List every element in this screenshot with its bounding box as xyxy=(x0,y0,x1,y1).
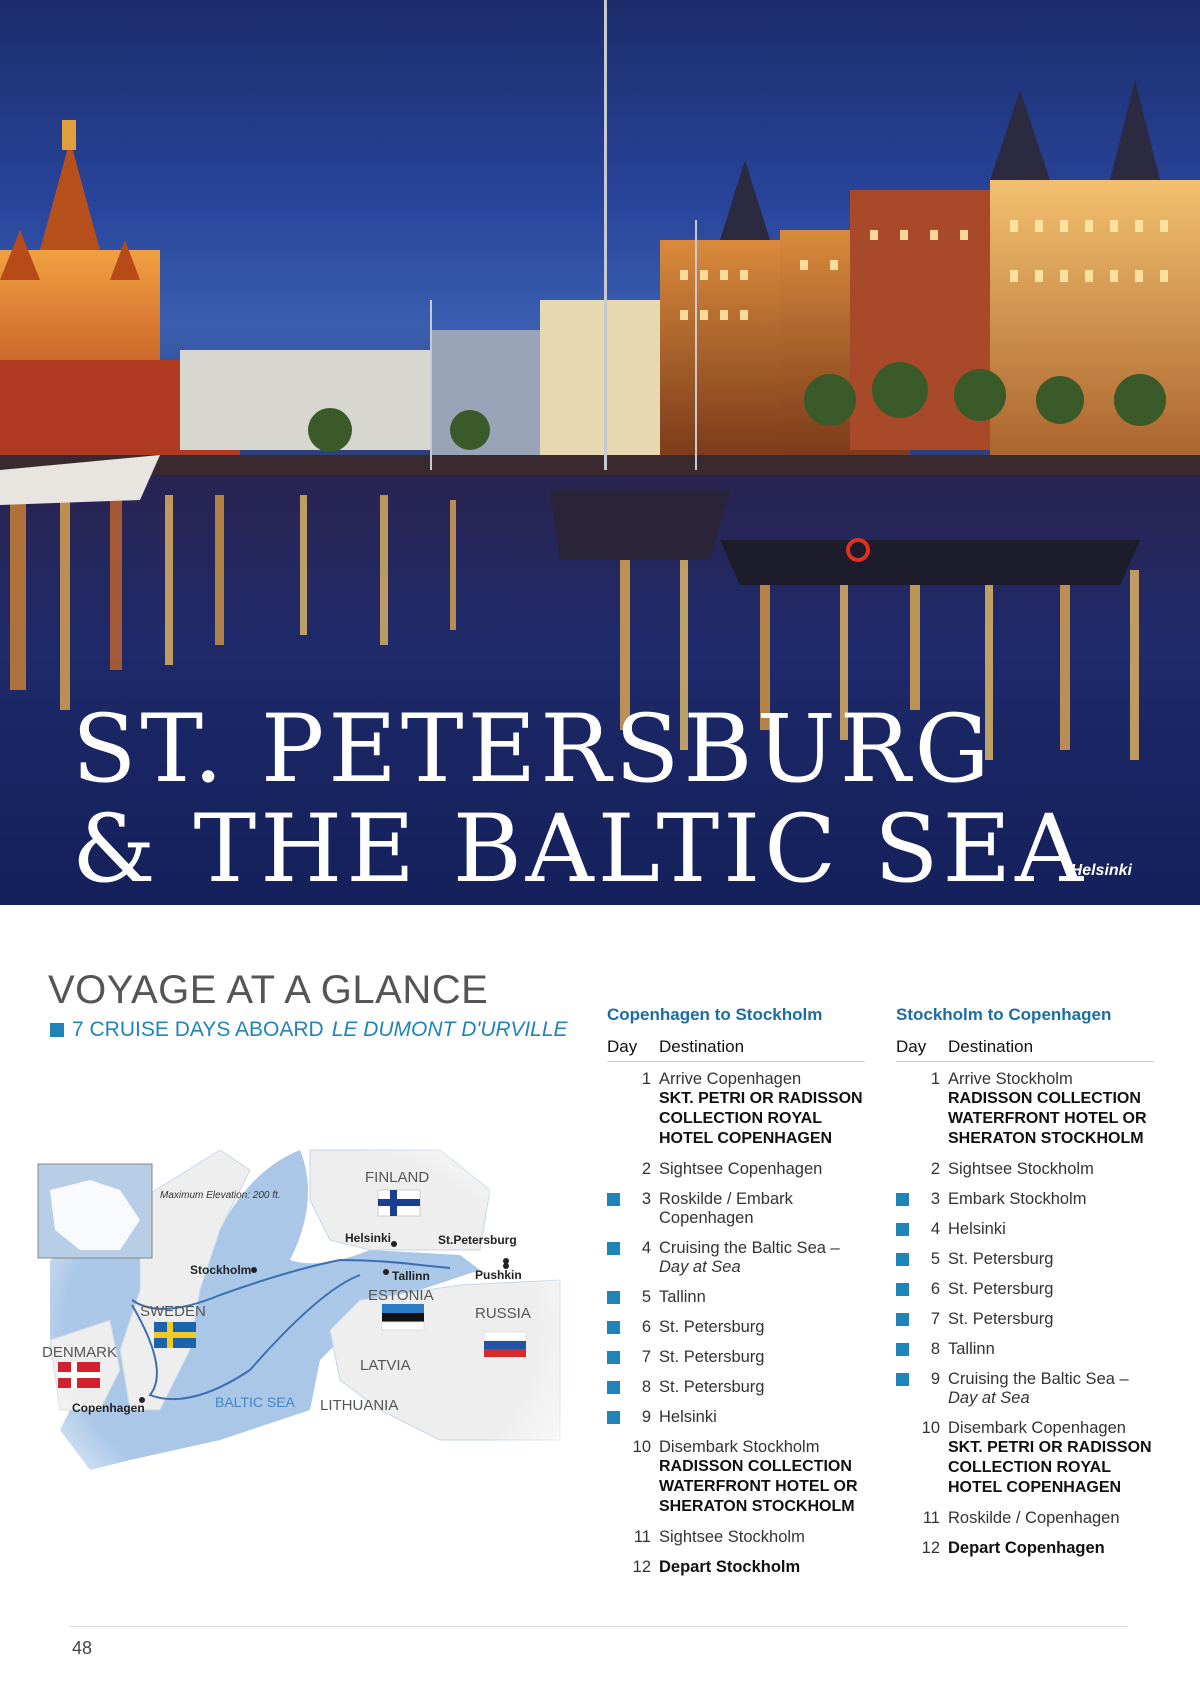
destination xyxy=(659,1408,865,1427)
itinerary-rows xyxy=(896,1070,1154,1558)
day-number: 6 xyxy=(930,1280,940,1298)
destination xyxy=(659,1070,865,1149)
destination-name: Disembark Copenhagen xyxy=(948,1419,1126,1437)
itinerary-row xyxy=(607,1558,865,1577)
label-lithuania: LITHUANIA xyxy=(320,1397,399,1414)
hotel-options: RADISSON COLLECTION WATERFRONT HOTEL OR SHERATON STOCKHOLM xyxy=(659,1458,858,1515)
destination xyxy=(948,1370,1154,1408)
day-number: 12 xyxy=(921,1539,940,1557)
cruise-day-marker-icon xyxy=(896,1190,912,1209)
destination xyxy=(948,1340,1154,1359)
itinerary-stockholm-to-copenhagen xyxy=(896,1005,1154,1569)
itinerary-row xyxy=(896,1250,1154,1269)
destination xyxy=(948,1539,1154,1558)
day-number: 9 xyxy=(641,1408,651,1426)
day-number: 3 xyxy=(930,1190,940,1208)
itinerary-row xyxy=(896,1419,1154,1498)
route-title: Copenhagen to Stockholm xyxy=(607,1005,823,1024)
cruise-day-marker-icon xyxy=(896,1160,912,1179)
destination-name: Cruising the Baltic Sea – xyxy=(948,1370,1129,1388)
destination xyxy=(948,1509,1154,1528)
label-sweden: SWEDEN xyxy=(140,1303,206,1320)
day-number: 11 xyxy=(922,1509,940,1527)
day-number: 7 xyxy=(641,1348,651,1366)
destination-name: Tallinn xyxy=(659,1288,706,1306)
itinerary-row xyxy=(896,1070,1154,1149)
day-number: 5 xyxy=(641,1288,651,1306)
itinerary-header xyxy=(896,1037,1154,1062)
cruise-day-marker-icon xyxy=(896,1070,912,1089)
cruise-day-marker-icon xyxy=(607,1378,623,1397)
itinerary-row xyxy=(896,1160,1154,1179)
itinerary-row xyxy=(896,1190,1154,1209)
max-elevation-label: Maximum Elevation: 200 ft. xyxy=(160,1190,281,1201)
destination-name: St. Petersburg xyxy=(659,1318,765,1336)
day-number: 8 xyxy=(930,1340,940,1358)
route-title: Stockholm to Copenhagen xyxy=(896,1005,1112,1024)
cruise-day-marker-icon xyxy=(896,1419,912,1438)
destination xyxy=(659,1348,865,1367)
cruise-day-marker-icon xyxy=(607,1438,623,1457)
itinerary-row xyxy=(607,1318,865,1337)
hotel-options: SKT. PETRI OR RADISSON COLLECTION ROYAL HOTEL COPENHAGEN xyxy=(948,1439,1152,1496)
destination xyxy=(948,1220,1154,1239)
label-latvia: LATVIA xyxy=(360,1357,411,1374)
destination-name: St. Petersburg xyxy=(948,1280,1054,1298)
destination-name: Cruising the Baltic Sea – xyxy=(659,1239,840,1257)
cruise-day-marker-icon xyxy=(896,1250,912,1269)
itinerary-copenhagen-to-stockholm xyxy=(607,1005,865,1588)
denmark-flag-icon xyxy=(58,1362,100,1388)
cruise-day-marker-icon xyxy=(896,1310,912,1329)
city-helsinki: Helsinki xyxy=(345,1231,392,1245)
photo-caption: Helsinki xyxy=(1070,862,1132,879)
day-number: 4 xyxy=(641,1239,651,1257)
destination-header: Destination xyxy=(948,1037,1034,1056)
day-header: Day xyxy=(607,1037,638,1056)
cruise-day-marker-icon xyxy=(896,1340,912,1359)
cruise-day-marker-icon xyxy=(607,1558,623,1577)
destination xyxy=(659,1438,865,1517)
footer-divider xyxy=(70,1626,1128,1627)
day-number: 2 xyxy=(641,1160,651,1178)
itinerary-row xyxy=(607,1528,865,1547)
destination-name: Depart Stockholm xyxy=(659,1558,801,1576)
itinerary-row xyxy=(896,1310,1154,1329)
city-pushkin: Pushkin xyxy=(475,1268,522,1282)
day-number: 8 xyxy=(641,1378,651,1396)
day-number: 2 xyxy=(930,1160,940,1178)
destination xyxy=(659,1558,865,1577)
itinerary-row xyxy=(607,1438,865,1517)
destination-name: Tallinn xyxy=(948,1340,995,1358)
cruise-day-marker-icon xyxy=(607,1348,623,1367)
cruise-day-marker-icon xyxy=(896,1370,912,1389)
destination xyxy=(659,1160,865,1179)
day-number: 9 xyxy=(930,1370,940,1388)
subtitle-prefix: 7 CRUISE DAYS ABOARD xyxy=(72,1018,324,1041)
destination xyxy=(948,1250,1154,1269)
itinerary-row xyxy=(607,1160,865,1179)
day-number: 3 xyxy=(641,1190,651,1208)
label-denmark: DENMARK xyxy=(42,1344,118,1361)
destination-name: Disembark Stockholm xyxy=(659,1438,820,1456)
destination-name: Arrive Copenhagen xyxy=(659,1070,802,1088)
cruise-day-marker-icon xyxy=(896,1539,912,1558)
sweden-flag-icon xyxy=(154,1322,196,1348)
section-subtitle xyxy=(50,1018,568,1042)
destination xyxy=(948,1280,1154,1299)
destination-name: Helsinki xyxy=(948,1220,1006,1238)
cruise-day-marker-icon xyxy=(607,1239,623,1258)
itinerary-row xyxy=(607,1378,865,1397)
cruise-day-marker-icon xyxy=(607,1528,623,1547)
itinerary-header xyxy=(607,1037,865,1062)
itinerary-row xyxy=(607,1070,865,1149)
destination-name: Embark Stockholm xyxy=(948,1190,1087,1208)
destination-name: Sightsee Copenhagen xyxy=(659,1160,823,1178)
cruise-day-marker-icon xyxy=(896,1220,912,1239)
cruise-day-marker-icon xyxy=(607,1070,623,1089)
destination xyxy=(659,1318,865,1337)
title-line-1: ST. PETERSBURG xyxy=(72,695,994,804)
destination-name: Arrive Stockholm xyxy=(948,1070,1073,1088)
cruise-day-marker-icon xyxy=(607,1408,623,1427)
itinerary-row xyxy=(607,1239,865,1277)
baltic-route-map xyxy=(20,1110,580,1550)
page-title xyxy=(72,695,1087,904)
itinerary-row xyxy=(896,1509,1154,1528)
city-tallinn: Tallinn xyxy=(392,1269,430,1283)
destination-note: Day at Sea xyxy=(948,1389,1030,1407)
destination-name: Sightsee Stockholm xyxy=(948,1160,1094,1178)
itinerary-row xyxy=(896,1280,1154,1299)
itinerary-row xyxy=(896,1340,1154,1359)
city-stockholm: Stockholm xyxy=(190,1263,252,1277)
itinerary-row xyxy=(607,1190,865,1228)
hotel-options: SKT. PETRI OR RADISSON COLLECTION ROYAL HOTEL COPENHAGEN xyxy=(659,1090,863,1147)
itinerary-row xyxy=(896,1370,1154,1408)
itinerary-row xyxy=(607,1408,865,1427)
day-number: 12 xyxy=(632,1558,651,1576)
label-baltic-sea: BALTIC SEA xyxy=(215,1394,295,1410)
day-number: 1 xyxy=(930,1070,940,1088)
cruise-day-marker-icon xyxy=(607,1288,623,1307)
destination-note: Day at Sea xyxy=(659,1258,741,1276)
destination xyxy=(948,1310,1154,1329)
cruise-day-marker-icon xyxy=(607,1160,623,1179)
day-number: 10 xyxy=(632,1438,651,1456)
page-number: 48 xyxy=(72,1638,93,1658)
finland-flag-icon xyxy=(378,1190,420,1216)
destination-name: Roskilde / Embark Copenhagen xyxy=(659,1190,793,1227)
day-number: 7 xyxy=(930,1310,940,1328)
day-number: 10 xyxy=(921,1419,940,1437)
day-number: 11 xyxy=(633,1528,651,1546)
cruise-day-marker-icon xyxy=(607,1318,623,1337)
label-finland: FINLAND xyxy=(365,1169,430,1186)
day-number: 4 xyxy=(930,1220,940,1238)
itinerary-row xyxy=(607,1348,865,1367)
itinerary-row xyxy=(896,1220,1154,1239)
destination xyxy=(659,1239,865,1277)
destination xyxy=(659,1528,865,1547)
destination-name: St. Petersburg xyxy=(659,1348,765,1366)
destination xyxy=(659,1288,865,1307)
destination xyxy=(659,1190,865,1228)
destination xyxy=(948,1190,1154,1209)
ship-name: LE DUMONT D'URVILLE xyxy=(331,1018,568,1041)
itinerary-rows xyxy=(607,1070,865,1577)
destination-name: St. Petersburg xyxy=(948,1310,1054,1328)
destination-name: Helsinki xyxy=(659,1408,717,1426)
destination xyxy=(659,1378,865,1397)
hotel-options: RADISSON COLLECTION WATERFRONT HOTEL OR SHERATON STOCKHOLM xyxy=(948,1090,1147,1147)
russia-flag-icon xyxy=(484,1332,526,1357)
destination xyxy=(948,1160,1154,1179)
cruise-day-marker-icon xyxy=(896,1280,912,1299)
destination-name: Depart Copenhagen xyxy=(948,1539,1105,1557)
label-russia: RUSSIA xyxy=(475,1305,531,1322)
section-title: VOYAGE AT A GLANCE xyxy=(48,968,489,1012)
day-number: 1 xyxy=(641,1070,651,1088)
city-copenhagen: Copenhagen xyxy=(72,1401,145,1415)
day-number: 6 xyxy=(641,1318,651,1336)
day-number: 5 xyxy=(930,1250,940,1268)
itinerary-row xyxy=(896,1539,1154,1558)
title-line-2: & THE BALTIC SEA xyxy=(72,795,1087,904)
cruise-day-marker-icon xyxy=(607,1190,623,1209)
destination-name: Roskilde / Copenhagen xyxy=(948,1509,1120,1527)
cruise-day-marker-icon xyxy=(896,1509,912,1528)
day-header: Day xyxy=(896,1037,927,1056)
label-estonia: ESTONIA xyxy=(368,1287,434,1304)
destination-name: St. Petersburg xyxy=(659,1378,765,1396)
destination-name: St. Petersburg xyxy=(948,1250,1054,1268)
destination-header: Destination xyxy=(659,1037,745,1056)
square-bullet-icon xyxy=(50,1023,64,1037)
estonia-flag-icon xyxy=(382,1304,424,1330)
city-st-petersburg: St.Petersburg xyxy=(438,1233,517,1247)
itinerary-row xyxy=(607,1288,865,1307)
destination xyxy=(948,1070,1154,1149)
destination-name: Sightsee Stockholm xyxy=(659,1528,805,1546)
destination xyxy=(948,1419,1154,1498)
